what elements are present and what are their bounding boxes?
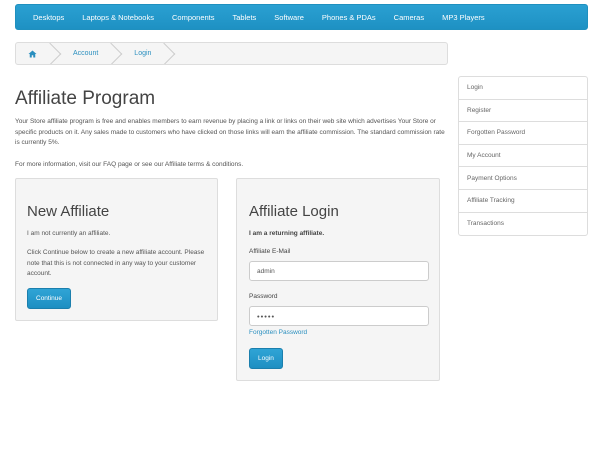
- account-sidebar: [458, 76, 588, 236]
- breadcrumb-account-label: Account: [73, 50, 99, 57]
- menu-item-phones-pdas[interactable]: Phones & PDAs: [321, 12, 376, 22]
- new-affiliate-heading: New Affiliate: [27, 203, 110, 220]
- forgotten-password-link[interactable]: Forgotten Password: [249, 329, 308, 336]
- returning-affiliate-text: I am a returning affiliate.: [249, 230, 325, 237]
- email-field[interactable]: admin: [249, 261, 429, 281]
- page-title: Affiliate Program: [15, 88, 156, 109]
- intro-text: Your Store affiliate program is free and enables members to earn revenue by placing a link or links on their web site which advertises Your Store or specific products on it. Any sales made to customers who have clicked on those links will earn the affiliate commission. The standard commission rate is currently 5%.: [15, 118, 445, 146]
- menu-item-software[interactable]: Software: [274, 12, 304, 22]
- affiliate-login-heading: Affiliate Login: [249, 203, 339, 220]
- sidebar-item-login[interactable]: Login: [459, 77, 587, 100]
- sidebar-item-affiliate-tracking[interactable]: Affiliate Tracking: [459, 190, 587, 213]
- sidebar-item-forgotten-password[interactable]: Forgotten Password: [459, 122, 587, 145]
- home-icon: [28, 50, 37, 58]
- email-label: Affiliate E-Mail: [249, 248, 291, 255]
- breadcrumb-login-label: Login: [134, 50, 152, 57]
- breadcrumb: [15, 42, 448, 65]
- menu-item-desktops[interactable]: Desktops: [33, 12, 65, 22]
- password-label: Password: [249, 293, 278, 300]
- login-button[interactable]: Login: [249, 348, 283, 369]
- sidebar-item-payment-options[interactable]: Payment Options: [459, 167, 587, 190]
- sidebar-item-my-account[interactable]: My Account: [459, 145, 587, 168]
- new-affiliate-panel: [15, 178, 218, 321]
- menu-item-components[interactable]: Components: [171, 12, 215, 22]
- affiliate-login-panel: [236, 178, 440, 381]
- top-menu: [15, 4, 588, 30]
- menu-item-cameras[interactable]: Cameras: [393, 12, 425, 22]
- sidebar-item-transactions[interactable]: Transactions: [467, 220, 504, 228]
- sidebar-item-register[interactable]: Register: [459, 100, 587, 123]
- breadcrumb-home[interactable]: [16, 43, 51, 64]
- menu-item-laptops-notebooks[interactable]: Laptops & Notebooks: [82, 12, 154, 22]
- menu-item-tablets[interactable]: Tablets: [232, 12, 257, 22]
- menu-item-mp3-players[interactable]: MP3 Players: [442, 12, 485, 22]
- password-field[interactable]: •••••: [249, 306, 429, 326]
- more-info-text: For more information, visit our FAQ page or see our Affiliate terms & conditions.: [15, 161, 244, 168]
- continue-button[interactable]: Continue: [27, 288, 71, 309]
- new-affiliate-status: I am not currently an affiliate.: [27, 230, 111, 237]
- new-affiliate-instructions: Click Continue below to create a new affiliate account. Please note that this is not connected in any way to your customer account.: [27, 249, 205, 277]
